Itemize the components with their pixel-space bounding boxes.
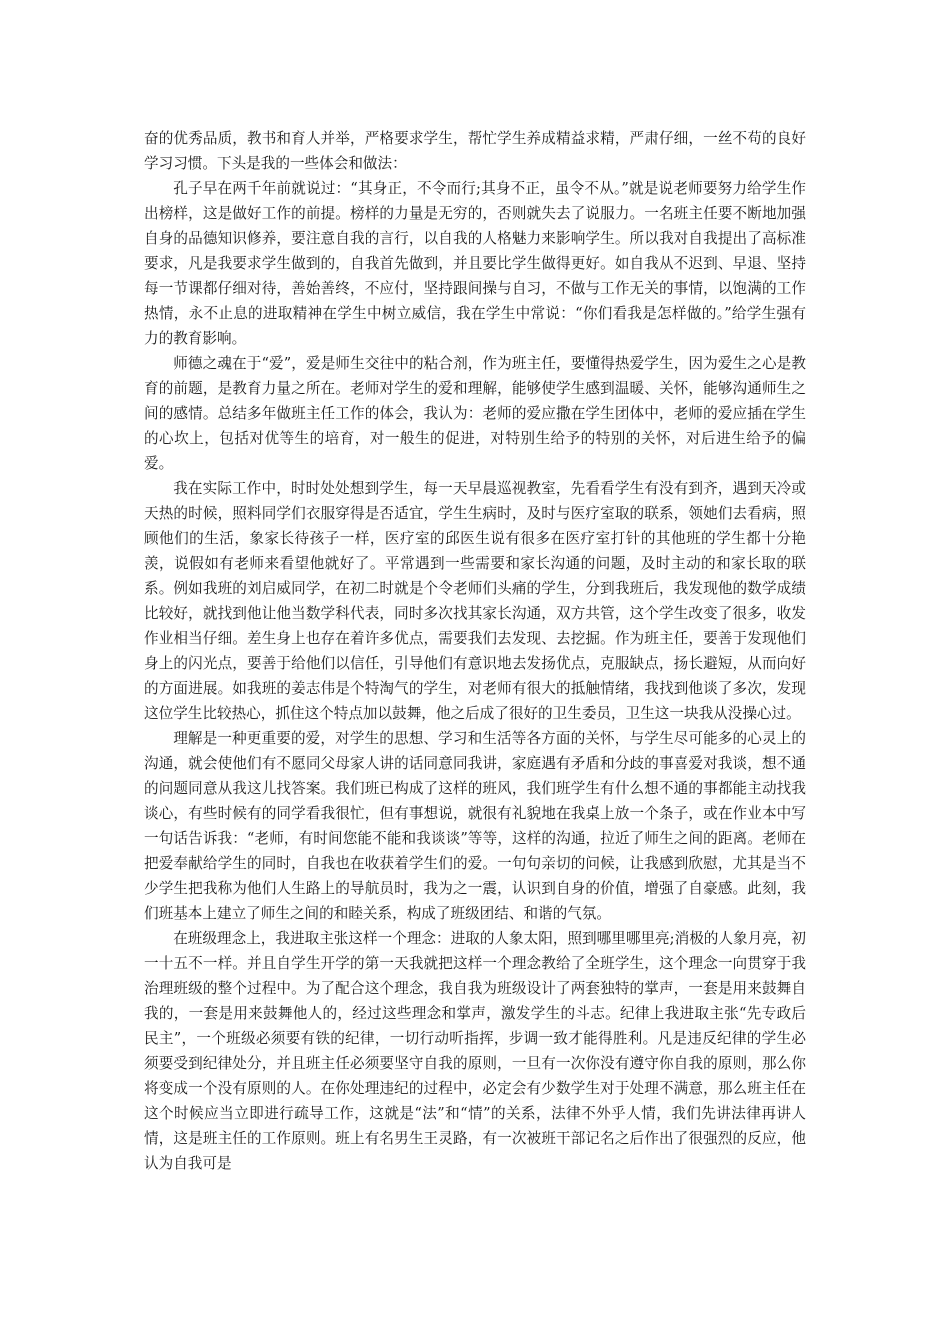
paragraph-class-philosophy: 在班级理念上，我进取主张这样一个理念：进取的人象太阳，照到哪里哪里亮;消极的人象月亮，初一十五不一样。并且自学生开学的第一天我就把这样一个理念教给了全班学生，这个理念一向贯穿于我治理班级的整个过程中。为了配合这个理念，我自我为班级设计了两套独特的掌声，一套是用来鼓舞自我的，一套是用来鼓舞他人的，经过这些理念和掌声，激发学生的斗志。纪律上我进取主张“先专政后民主”，一个班级必须要有铁的纪律，一切行动听指挥，步调一致才能得胜利。凡是违反纪律的学生必须要受到纪律处分，并且班主任必须要坚守自我的原则，一旦有一次你没有遵守你自我的原则，那么你将变成一个没有原则的人。在你处理违纪的过程中，必定会有少数学生对于处理不满意，那么班主任在这个时候应当立即进行疏导工作，这就是“法”和“情”的关系，法律不外乎人情，我们先讲法律再讲人情，这是班主任的工作原则。班上有名男生王灵路，有一次被班干部记名之后作出了很强烈的反应，他认为自我可是 [144,930,806,1172]
paragraph-practice: 我在实际工作中，时时处处想到学生，每一天早晨巡视教室，先看看学生有没有到齐，遇到天冷或天热的时候，照料同学们衣服穿得是否适宜，学生生病时，及时与医疗室取的联系，领她们去看病，照顾他们的生活，象家长待孩子一样，医疗室的邱医生说有很多在医疗室打针的其他班的学生都十分艳羡，说假如有老师来看望他就好了。平常遇到一些需要和家长沟通的问题，及时主动的和家长取的联系。例如我班的刘启威同学，在初二时就是个令老师们头痛的学生，分到我班后，我发现他的数学成绩比较好，就找到他让他当数学科代表，同时多次找其家长沟通，双方共管，这个学生改变了很多，收发作业相当仔细。差生身上也存在着许多优点，需要我们去发现、去挖掘。作为班主任，要善于发现他们身上的闪光点，要善于给他们以信任，引导他们有意识地去发扬优点，克服缺点，扬长避短，从而向好的方面进展。如我班的姜志伟是个特淘气的学生，对老师有很大的抵触情绪，我找到他谈了多次，发现这位学生比较热心，抓住这个特点加以鼓舞，他之后成了很好的卫生委员，卫生这一块我从没操心过。 [144,480,806,722]
document-body [144,126,806,1176]
paragraph-confucius: 孔子早在两千年前就说过：“其身正，不令而行;其身不正，虽令不从。”就是说老师要努力给学生作出榜样，这是做好工作的前提。榜样的力量是无穷的，否则就失去了说服力。一名班主任要不断地加强自身的品德知识修养，要注意自我的言行，以自我的人格魅力来影响学生。所以我对自我提出了高标准要求，凡是我要求学生做到的，自我首先做到，并且要比学生做得更好。如自我从不迟到、早退、坚持每一节课都仔细对待，善始善终，不应付，坚持跟间操与自习，不做与工作无关的事情，以饱满的工作热情，永不止息的进取精神在学生中树立威信，我在学生中常说：“你们看我是怎样做的。”给学生强有力的教育影响。 [144,180,806,347]
paragraph-intro: 奋的优秀品质，教书和育人并举，严格要求学生，帮忙学生养成精益求精，严肃仔细，一丝不苟的良好学习习惯。下头是我的一些体会和做法： [144,130,806,172]
paragraph-teacher-love: 师德之魂在于“爱”，爱是师生交往中的粘合剂，作为班主任，要懂得热爱学生，因为爱生之心是教育的前题，是教育力量之所在。老师对学生的爱和理解，能够使学生感到温暖、关怀，能够沟通师生之间的感情。总结多年做班主任工作的体会，我认为：老师的爱应撒在学生团体中，老师的爱应插在学生的心坎上，包括对优等生的培育，对一般生的促进，对特别生给予的特别的关怀，对后进生给予的偏爱。 [144,355,806,472]
paragraph-understanding: 理解是一种更重要的爱，对学生的思想、学习和生活等各方面的关怀，与学生尽可能多的心灵上的沟通，就会使他们有不愿同父母家人讲的话同意同我讲，家庭遇有矛盾和分歧的事喜爱对我谈，想不通的问题同意从我这儿找答案。我们班已构成了这样的班风，我们班学生有什么想不通的事都能主动找我谈心，有些时候有的同学看我很忙，但有事想说，就很有礼貌地在我桌上放一个条子，或在作业本中写一句话告诉我：“老师，有时间您能不能和我谈谈”等等，这样的沟通，拉近了师生之间的距离。老师在把爱奉献给学生的同时，自我也在收获着学生们的爱。一句句亲切的问候，让我感到欣慰，尤其是当不少学生把我称为他们人生路上的导航员时，我为之一震，认识到自身的价值，增强了自豪感。此刻，我们班基本上建立了师生之间的和睦关系，构成了班级团结、和谐的气氛。 [144,730,806,922]
